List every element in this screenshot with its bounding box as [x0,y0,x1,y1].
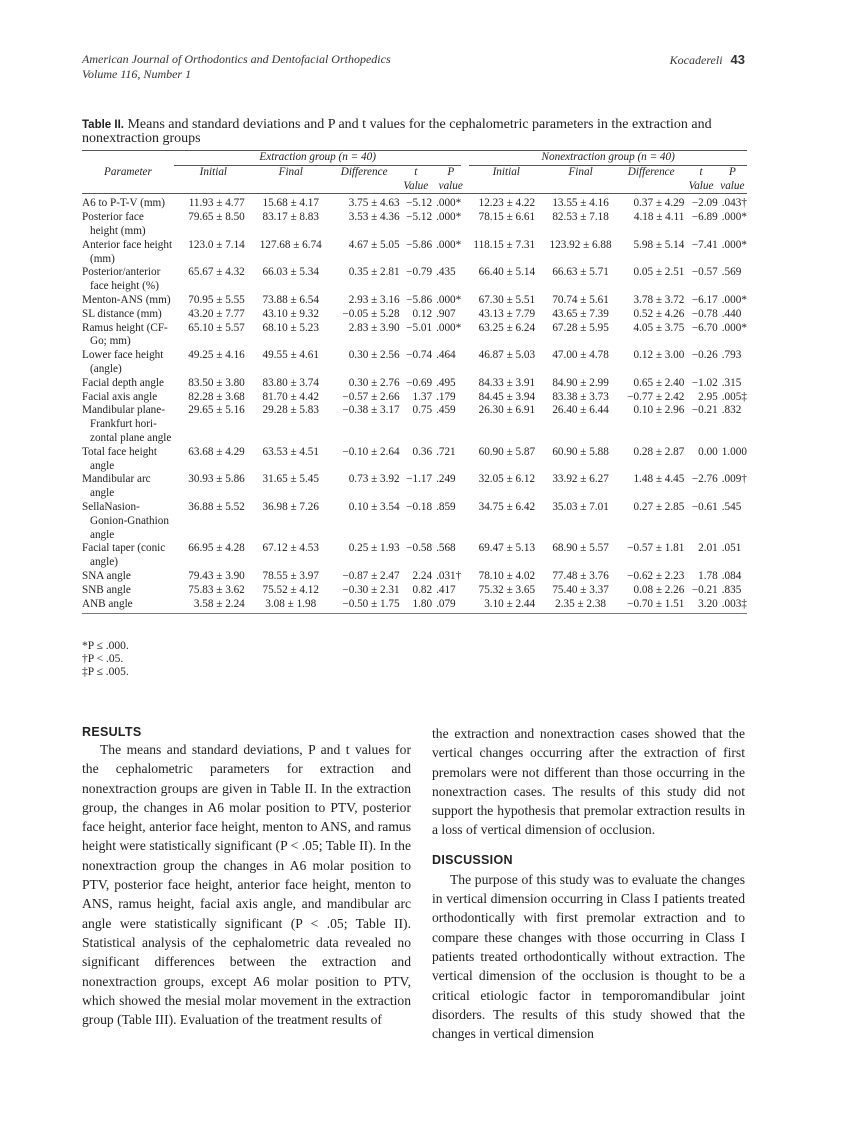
value-cell: 0.36 [412,445,433,458]
column-header: t Value [400,166,432,194]
value-cell: 4.05 ± 3.75 [633,321,685,334]
value-cell: 63.53 ± 4.51 [262,445,319,458]
value-cell: −0.21 [691,404,718,417]
value-cell: −6.70 [691,321,718,334]
value-cell: .907 [436,307,456,320]
value-cell: 5.98 ± 5.14 [633,238,685,251]
value-cell: 0.08 ± 2.26 [633,583,685,596]
value-cell: .009† [721,473,747,486]
value-cell: .315 [721,376,742,389]
table-row [82,349,747,377]
value-cell: 84.33 ± 3.91 [478,376,536,389]
value-cell: 0.27 ± 2.85 [633,500,685,513]
value-cell: −0.77 ± 2.42 [627,390,685,403]
value-cell: 3.20 [684,598,717,614]
value-cell: 73.88 ± 6.54 [262,293,319,306]
value-cell: 77.48 ± 3.76 [552,569,609,582]
value-cell: .051 [721,542,742,555]
value-cell: .000* [436,321,462,334]
value-cell: 3.10 ± 2.44 [469,598,543,614]
column-header: Difference [329,166,400,194]
value-cell: 0.35 ± 2.81 [348,266,400,279]
value-cell: 66.63 ± 5.71 [552,266,609,279]
table-row [82,294,747,308]
value-cell: .721 [436,445,456,458]
parameter-cell: Facial axis angle [82,390,158,403]
value-cell: 0.65 ± 2.40 [633,376,685,389]
results-heading: RESULTS [82,725,142,739]
value-cell: 0.30 ± 2.56 [348,349,400,362]
value-cell: 31.65 ± 5.45 [262,473,319,486]
running-header-left [82,52,391,82]
value-cell: 0.30 ± 2.76 [348,376,400,389]
value-cell: 32.05 ± 6.12 [478,473,536,486]
group-header-extraction: Extraction group (n = 40) [174,151,461,166]
value-cell: 1.000 [721,445,747,458]
value-cell: −0.62 ± 2.23 [627,569,685,582]
value-cell: 0.28 ± 2.87 [633,445,685,458]
table-row [82,473,747,501]
value-cell: −2.76 [691,473,718,486]
value-cell: .000* [721,211,747,224]
value-cell: 65.67 ± 4.32 [188,266,245,279]
value-cell: −0.69 [406,376,433,389]
value-cell: 67.12 ± 4.53 [262,542,319,555]
value-cell: 0.52 ± 4.26 [633,307,685,320]
value-cell: −0.58 [406,542,433,555]
parameter-cell: Total face height angle [82,445,158,472]
value-cell: 0.12 ± 3.00 [633,349,685,362]
column-header: t Value [684,166,717,194]
value-cell: −0.05 ± 5.28 [342,307,400,320]
parameter-cell: Lower face height (angle) [82,349,164,375]
value-cell: 11.93 ± 4.77 [188,197,245,210]
value-cell: 75.40 ± 3.37 [552,583,609,596]
value-cell: .000* [721,321,747,334]
value-cell: .832 [721,404,742,417]
value-cell: 30.93 ± 5.86 [188,473,245,486]
value-cell: 0.73 ± 3.92 [348,473,400,486]
value-cell: 81.70 ± 4.42 [262,390,319,403]
value-cell: .000* [721,238,747,251]
column-header: Initial [469,166,543,194]
value-cell: −0.57 ± 2.66 [342,390,400,403]
table-row [82,391,747,405]
value-cell: −0.38 ± 3.17 [342,404,400,417]
value-cell: 84.90 ± 2.99 [552,376,609,389]
value-cell: 70.95 ± 5.55 [188,293,245,306]
footnote: ‡P ≤ .005. [82,666,129,678]
value-cell: 0.10 ± 2.96 [633,404,685,417]
value-cell: 26.30 ± 6.91 [478,404,536,417]
value-cell: 49.25 ± 4.16 [188,349,245,362]
value-cell: .000* [436,197,462,210]
value-cell: 68.90 ± 5.57 [552,542,609,555]
parameter-cell: Ramus height (CF-Go; mm) [82,321,168,348]
value-cell: .464 [436,349,456,362]
parameter-cell: Mandibular arc angle [82,473,151,500]
value-cell: −5.86 [406,293,433,306]
value-cell: 75.32 ± 3.65 [478,583,536,596]
value-cell: 26.40 ± 6.44 [552,404,609,417]
value-cell: −0.78 [691,307,718,320]
value-cell: −0.26 [691,349,718,362]
value-cell: .459 [436,404,456,417]
value-cell: 66.40 ± 5.14 [478,266,536,279]
value-cell: 3.75 ± 4.63 [348,197,400,210]
value-cell: 0.00 [698,445,718,458]
table-row [82,501,747,542]
value-cell: 34.75 ± 6.42 [478,500,536,513]
value-cell: 1.78 [698,569,718,582]
value-cell: .005‡ [721,390,747,403]
table-row [82,308,747,322]
value-cell: 36.88 ± 5.52 [188,500,245,513]
value-cell: 60.90 ± 5.87 [478,445,536,458]
table-row [82,598,747,614]
value-cell: −2.09 [691,197,718,210]
results-paragraph-continued: the extraction and nonextraction cases showed that the vertical changes occurring after the extraction of first premolars were not different than those occurring in the nonextraction cases. The results of this study did not support the hypothesis that premolar extraction results in a loss of vertical dimension of occlusion. [432,726,745,838]
value-cell: .000* [436,238,462,251]
value-cell: 63.25 ± 6.24 [478,321,536,334]
parameter-cell: Posterior face height (mm) [82,211,146,237]
value-cell: .031† [436,569,462,582]
value-cell: 2.01 [698,542,718,555]
column-header: P value [718,166,747,194]
value-cell: 67.28 ± 5.95 [552,321,609,334]
value-cell: 63.68 ± 4.29 [188,445,245,458]
parameter-cell: SNB angle [82,583,131,596]
footnote: †P < .05. [82,653,124,665]
table-row [82,404,747,445]
value-cell: −6.89 [691,211,718,224]
value-cell: −0.87 ± 2.47 [342,569,400,582]
value-cell: −5.12 [406,197,433,210]
value-cell: 75.52 ± 4.12 [262,583,319,596]
value-cell: 12.23 ± 4.22 [478,197,536,210]
table-row [82,584,747,598]
value-cell: 0.12 [412,307,433,320]
value-cell: .249 [436,473,456,486]
discussion-paragraph: The purpose of this study was to evaluate the changes in vertical dimension occurring in Class I patients treated orthodontically with first premolar extraction and to compare these changes with those occurring in Class I patients treated orthodontically without extraction. The vertical dimension of the occlusion is thought to be a critical etiologic factor in temporomandibular joint disorders. The results of this study showed that the changes in vertical dimension [432,871,745,1042]
value-cell: 66.95 ± 4.28 [188,542,245,555]
value-cell: 43.20 ± 7.77 [188,307,245,320]
value-cell: .859 [436,500,456,513]
parameter-cell: SellaNasion-Gonion-Gnathion angle [82,500,169,541]
value-cell: −6.17 [691,293,718,306]
journal-title: American Journal of Orthodontics and Dentofacial Orthopedics [82,52,391,66]
value-cell: 43.13 ± 7.79 [478,307,536,320]
value-cell: 75.83 ± 3.62 [188,583,245,596]
value-cell: 2.93 ± 3.16 [348,293,400,306]
value-cell: 118.15 ± 7.31 [473,238,536,251]
discussion-heading: DISCUSSION [432,852,513,867]
value-cell: .440 [721,307,742,320]
parameter-cell: Facial taper (conic angle) [82,542,166,569]
value-cell: .000* [436,293,462,306]
table-caption [82,118,742,146]
table-row [82,570,747,584]
value-cell: −5.01 [406,321,433,334]
parameter-cell: Anterior face height (mm) [82,238,173,265]
value-cell: .000* [436,211,462,224]
value-cell: −0.61 [691,500,718,513]
value-cell: 0.37 ± 4.29 [633,197,685,210]
parameter-cell: ANB angle [82,598,174,614]
value-cell: −1.17 [406,473,433,486]
value-cell: 29.65 ± 5.16 [188,404,245,417]
value-cell: 4.18 ± 4.11 [633,211,685,224]
value-cell: 13.55 ± 4.16 [552,197,609,210]
value-cell: 3.58 ± 2.24 [174,598,253,614]
table-label: Table II. [82,119,124,131]
value-cell: −0.57 ± 1.81 [627,542,685,555]
parameter-cell: Posterior/anterior face height (%) [82,266,161,293]
value-cell: .000* [721,293,747,306]
value-cell: 78.15 ± 6.61 [478,211,536,224]
value-cell: 82.53 ± 7.18 [552,211,609,224]
parameter-cell: Menton-ANS (mm) [82,293,171,306]
value-cell: .545 [721,500,742,513]
value-cell: −5.12 [406,211,433,224]
value-cell: 0.75 [412,404,433,417]
column-header: Parameter [82,166,174,194]
value-cell: 0.10 ± 3.54 [348,500,400,513]
value-cell: 83.17 ± 8.83 [262,211,319,224]
column-header: Difference [618,166,684,194]
parameter-cell: Facial depth angle [82,376,165,389]
table-row [82,377,747,391]
value-cell: −1.02 [691,376,718,389]
value-cell: 3.08 ± 1.98 [253,598,329,614]
column-header: P value [432,166,469,194]
value-cell: −0.30 ± 2.31 [342,583,400,596]
value-cell: 68.10 ± 5.23 [262,321,319,334]
table-row [82,194,747,211]
results-paragraph: The means and standard deviations, P and t values for the cephalometric parameters for extraction and nonextraction groups are given in Table II. In the extraction group, the changes in A6 molar position to PTV, posterior face height, anterior face height, menton to ANS, and ramus height were statistically significant (P < .05; Table II). In the nonextraction group the changes in A6 molar position to PTV, posterior face height, anterior face height, menton to ANS, ramus height, facial axis angle, and mandibular arc angle were statistically significant (P < .05; Table II). Statistical analysis of the cephalometric data revealed no significant differences between the extraction and nonextraction groups, except A6 molar position to PTV, which showed the mesial molar movement in the extraction group (Table III). Evaluation of the treatment results of [82,742,411,1028]
value-cell: 2.24 [412,569,433,582]
value-cell: 15.68 ± 4.17 [262,197,319,210]
table-row [82,239,747,267]
journal-volume: Volume 116, Number 1 [82,67,192,81]
value-cell: 82.28 ± 3.68 [188,390,245,403]
value-cell: 83.80 ± 3.74 [262,376,319,389]
value-cell: 0.25 ± 1.93 [348,542,400,555]
value-cell: 83.38 ± 3.73 [552,390,609,403]
value-cell: −0.18 [406,500,433,513]
value-cell: 49.55 ± 4.61 [262,349,319,362]
value-cell: 0.05 ± 2.51 [633,266,685,279]
value-cell: 79.43 ± 3.90 [188,569,245,582]
value-cell: 1.48 ± 4.45 [633,473,685,486]
value-cell: 3.78 ± 3.72 [633,293,685,306]
value-cell: 29.28 ± 5.83 [262,404,319,417]
discussion-section [432,724,745,1043]
value-cell: 36.98 ± 7.26 [262,500,319,513]
value-cell: .793 [721,349,742,362]
value-cell: 4.67 ± 5.05 [348,238,400,251]
value-cell: −0.10 ± 2.64 [342,445,400,458]
value-cell: 79.65 ± 8.50 [188,211,245,224]
author-name: Kocadereli [669,53,723,67]
table-row [82,446,747,474]
value-cell: −0.50 ± 1.75 [329,598,400,614]
group-header-nonextraction: Nonextraction group (n = 40) [469,151,747,166]
value-cell: 78.10 ± 4.02 [478,569,536,582]
page-number: 43 [730,52,745,67]
value-cell: 123.92 ± 6.88 [549,238,612,251]
value-cell: −7.41 [691,238,718,251]
value-cell: 127.68 ± 6.74 [259,238,322,251]
value-cell: 65.10 ± 5.57 [188,321,245,334]
value-cell: .003‡ [718,598,747,614]
value-cell: 47.00 ± 4.78 [552,349,609,362]
table-caption-text: Means and standard deviations and P and t values for the cephalometric parameters in the extraction and nonextraction groups [82,117,712,146]
cephalometric-table [82,150,747,614]
value-cell: 43.65 ± 7.39 [552,307,609,320]
table-row [82,322,747,350]
table-row [82,542,747,570]
value-cell: 33.92 ± 6.27 [552,473,609,486]
value-cell: .179 [436,390,456,403]
value-cell: 70.74 ± 5.61 [552,293,609,306]
value-cell: .568 [436,542,456,555]
value-cell: .084 [721,569,742,582]
value-cell: 66.03 ± 5.34 [262,266,319,279]
table-footnotes [82,640,129,679]
value-cell: −0.57 [691,266,718,279]
parameter-cell: SL distance (mm) [82,307,162,320]
value-cell: 123.0 ± 7.14 [188,238,245,251]
results-section [82,724,411,1029]
value-cell: 0.82 [412,583,433,596]
value-cell: 67.30 ± 5.51 [478,293,536,306]
value-cell: 78.55 ± 3.97 [262,569,319,582]
value-cell: 2.95 [698,390,718,403]
value-cell: −0.79 [406,266,433,279]
column-header: Final [543,166,618,194]
value-cell: 1.37 [412,390,433,403]
value-cell: 84.45 ± 3.94 [478,390,536,403]
value-cell: −0.74 [406,349,433,362]
footnote: *P ≤ .000. [82,640,129,652]
value-cell: 69.47 ± 5.13 [478,542,536,555]
value-cell: 3.53 ± 4.36 [348,211,400,224]
value-cell: .835 [721,583,742,596]
parameter-cell: A6 to P-T-V (mm) [82,197,165,210]
value-cell: .043† [721,197,747,210]
value-cell: 46.87 ± 5.03 [478,349,536,362]
column-header: Final [253,166,329,194]
value-cell: 35.03 ± 7.01 [552,500,609,513]
value-cell: −5.86 [406,238,433,251]
value-cell: 1.80 [400,598,432,614]
value-cell: 2.83 ± 3.90 [348,321,400,334]
value-cell: .435 [436,266,456,279]
value-cell: .569 [721,266,742,279]
parameter-cell: SNA angle [82,569,131,582]
parameter-cell: Mandibular plane-Frankfurt hori-zontal plane angle [82,404,172,444]
value-cell: .417 [436,583,456,596]
value-cell: 83.50 ± 3.80 [188,376,245,389]
value-cell: 43.10 ± 9.32 [262,307,319,320]
table-row [82,266,747,294]
value-cell: 60.90 ± 5.88 [552,445,609,458]
value-cell: −0.70 ± 1.51 [618,598,684,614]
column-header: Initial [174,166,253,194]
value-cell: 2.35 ± 2.38 [543,598,618,614]
running-header-right [670,52,745,68]
value-cell: −0.21 [691,583,718,596]
value-cell: .495 [436,376,456,389]
value-cell: .079 [432,598,469,614]
table-row [82,211,747,239]
